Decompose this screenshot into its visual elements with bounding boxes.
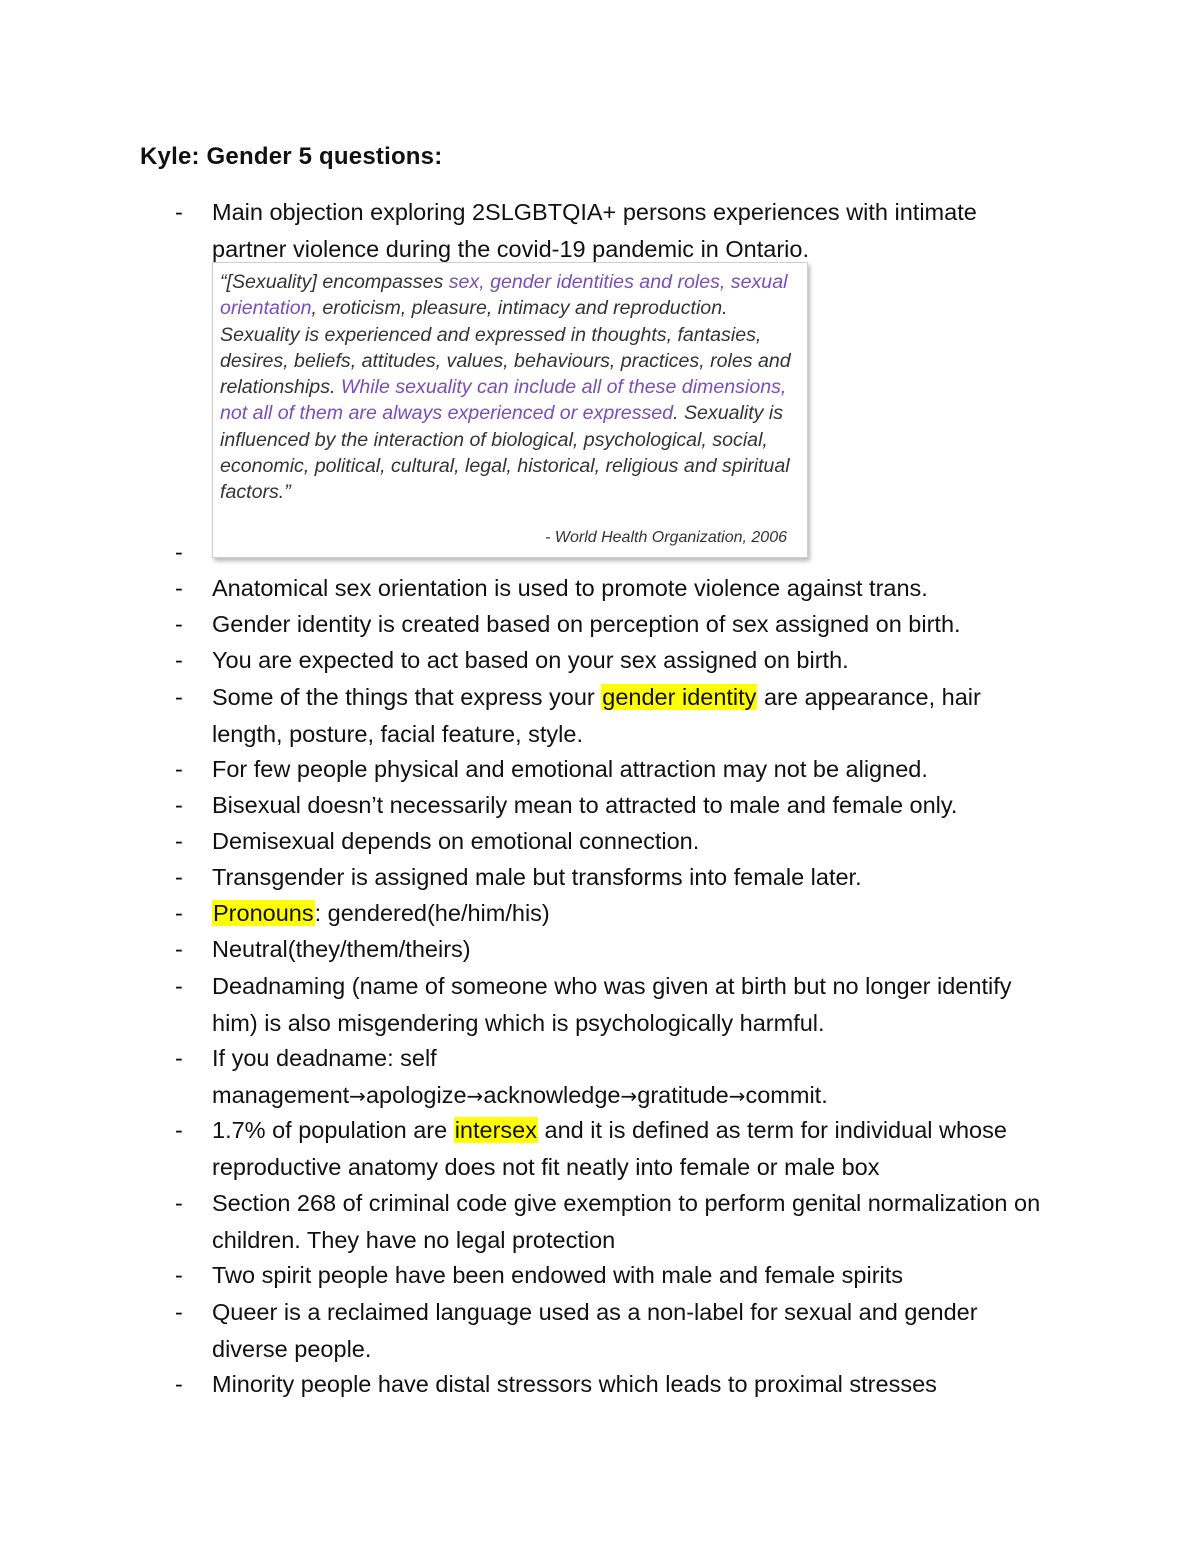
list-item-text: [212, 679, 1055, 752]
list-item-text: Neutral(they/them/theirs): [212, 936, 471, 962]
highlighted-term: Pronouns: [213, 900, 314, 926]
bullet-dash: -: [175, 1190, 183, 1216]
bullet-dash: -: [175, 1045, 183, 1071]
list-item: [175, 968, 1055, 1041]
list-item-text: Transgender is assigned male but transforms into female later.: [212, 864, 862, 890]
bullet-dash: -: [175, 199, 183, 225]
document-heading: Kyle: Gender 5 questions:: [140, 143, 443, 170]
list-item: [175, 1366, 1055, 1403]
list-item-text: [212, 1040, 1055, 1114]
bullet-dash: -: [175, 936, 183, 962]
bullet-dash: -: [175, 1117, 183, 1143]
quote-part: . Sexuality is influenced by the interaction of biological, psychological, social, economic, political, cultural, legal, historical, religious and spiritual factors.”: [220, 402, 790, 504]
bullet-dash: -: [175, 1371, 183, 1397]
list-item: [175, 823, 1055, 860]
bullet-dash: -: [175, 575, 183, 601]
list-item: [175, 787, 1055, 824]
list-item-text: Section 268 of criminal code give exemption to perform genital normalization on children. They have no legal protection: [212, 1190, 1041, 1253]
list-item: [175, 931, 1055, 968]
text-part: are appearance, hair length, posture, facial feature, style.: [212, 684, 981, 747]
list-item-text: Bisexual doesn’t necessarily mean to attracted to male and female only.: [212, 792, 958, 818]
bullet-dash: -: [175, 1262, 183, 1288]
quote-source: - World Health Organization, 2006: [545, 528, 787, 546]
list-item-text: [212, 1112, 1055, 1185]
list-item: [175, 570, 1055, 607]
bullet-dash: -: [175, 828, 183, 854]
arrow-right-icon: →: [466, 1083, 484, 1108]
list-item: [175, 642, 1055, 679]
list-item: [175, 895, 1055, 932]
list-item-text: Main objection exploring 2SLGBTQIA+ persons experiences with intimate partner violence during the covid-19 pandemic in Ontario.: [212, 199, 977, 262]
text-part: and it is defined as term for individual whose reproductive anatomy does not fit neatly into female or male box: [212, 1117, 1007, 1180]
quote-text: [220, 269, 805, 506]
step: gratitude: [637, 1081, 729, 1108]
list-item: [175, 1294, 1055, 1367]
list-item: [175, 606, 1055, 643]
list-item: [175, 859, 1055, 896]
who-quote-image: [212, 262, 808, 558]
arrow-right-icon: →: [349, 1083, 366, 1108]
list-item-text: Two spirit people have been endowed with male and female spirits: [212, 1262, 904, 1288]
text-part: 1.7% of population are: [212, 1117, 454, 1143]
bullet-dash: -: [175, 864, 183, 890]
list-item-text: Minority people have distal stressors which leads to proximal stresses: [212, 1371, 937, 1397]
bullet-dash: -: [175, 900, 183, 926]
step: apologize: [365, 1081, 467, 1108]
list-item-text: Queer is a reclaimed language used as a non-label for sexual and gender diverse people.: [212, 1299, 978, 1362]
list-item-text: Deadnaming (name of someone who was given at birth but no longer identify him) is also misgendering which is psychologically harmful.: [212, 973, 1012, 1036]
quote-highlight: While sexuality can include all of these dimensions, not all of them are always experienced or expressed: [220, 376, 787, 425]
list-item: [175, 1040, 1055, 1114]
list-item: [175, 1185, 1055, 1258]
list-item: [175, 751, 1055, 788]
quote-part: , eroticism, pleasure, intimacy and reproduction. Sexuality is experienced and expressed in thoughts, fantasies, desires, beliefs, attitudes, values, behaviours, practices, roles and relationships.: [220, 297, 791, 399]
list-item-text: Gender identity is created based on perception of sex assigned on birth.: [212, 611, 961, 637]
list-item-text: You are expected to act based on your sex assigned on birth.: [212, 647, 849, 673]
bullet-dash: -: [175, 539, 183, 565]
step: acknowledge: [483, 1081, 621, 1108]
list-item-text: Anatomical sex orientation is used to promote violence against trans.: [212, 575, 928, 601]
list-item-text: [212, 895, 1055, 932]
list-item: [175, 679, 1055, 752]
step: commit.: [745, 1081, 828, 1108]
list-item: [175, 194, 1055, 267]
bullet-dash: -: [175, 647, 183, 673]
bullet-dash: -: [175, 792, 183, 818]
list-item-text: For few people physical and emotional attraction may not be aligned.: [212, 756, 928, 782]
step: management: [212, 1081, 350, 1108]
list-item: [175, 1257, 1055, 1294]
bullet-dash: -: [175, 611, 183, 637]
quote-part: “[Sexuality] encompasses: [220, 271, 449, 293]
list-item: [175, 1112, 1055, 1185]
text-part: : gendered(he/him/his): [314, 900, 550, 926]
bullet-dash: -: [175, 756, 183, 782]
quote-highlight: sex, gender identities and roles, sexual orientation: [220, 271, 788, 320]
bullet-dash: -: [175, 684, 183, 710]
list-item-text: Demisexual depends on emotional connection.: [212, 828, 700, 854]
highlighted-term: gender identity: [602, 684, 757, 710]
arrow-right-icon: →: [728, 1083, 746, 1108]
text-part: Some of the things that express your: [212, 684, 602, 710]
text-part: If you deadname: self: [212, 1045, 437, 1071]
highlighted-term: intersex: [454, 1117, 537, 1143]
bullet-dash: -: [175, 1299, 183, 1325]
arrow-right-icon: →: [620, 1083, 638, 1108]
bullet-dash: -: [175, 973, 183, 999]
